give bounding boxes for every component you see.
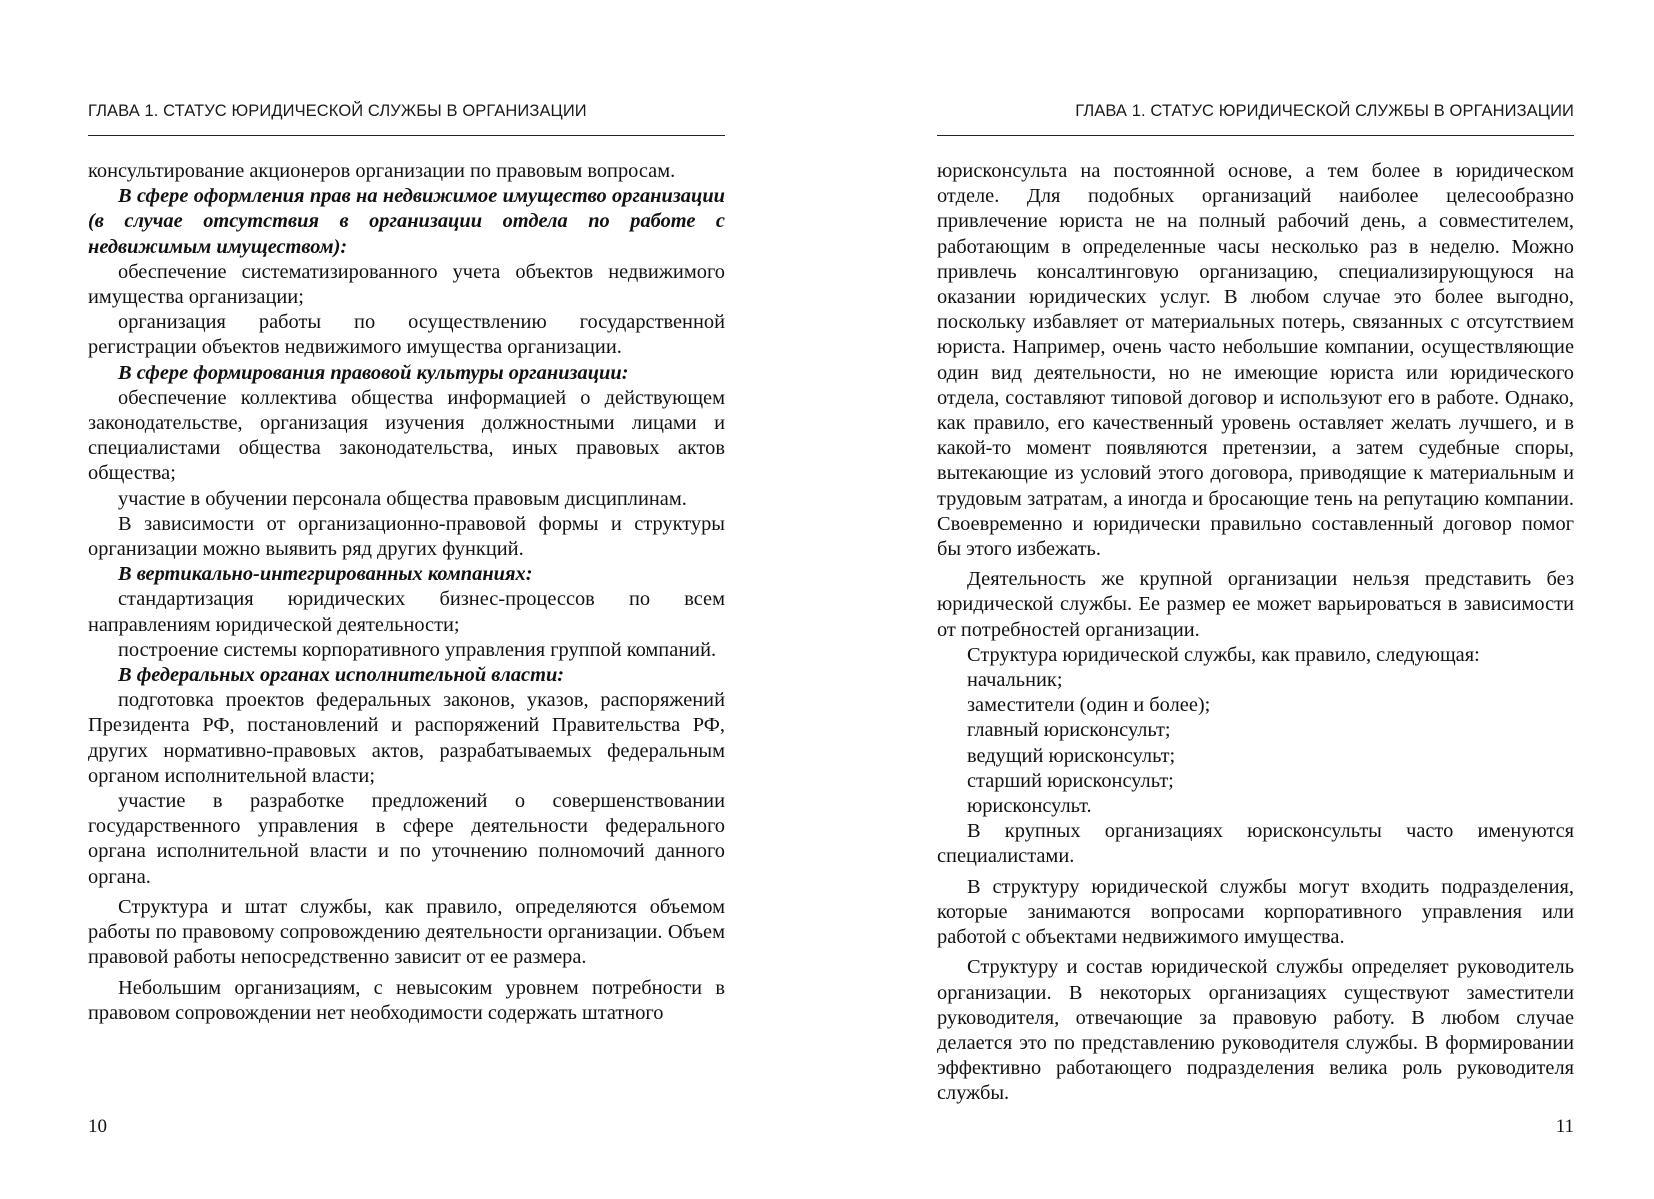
page-body-left bbox=[88, 159, 725, 1026]
left-page bbox=[88, 0, 725, 1199]
paragraph: В зависимости от организационно-правовой формы и структуры организации можно выявить ряд других функций. bbox=[88, 512, 725, 561]
section-heading: В сфере оформления прав на недвижимое имущество организации (в случае отсутствия в организации отдела по работе с недвижимым имуществом): bbox=[88, 185, 725, 258]
right-page bbox=[937, 0, 1574, 1199]
header-rule-left bbox=[88, 135, 725, 136]
list-item: старший юрисконсульт; bbox=[967, 769, 1174, 792]
paragraph: участие в разработке предложений о совершенствовании государственного управления в сфере деятельности федерального органа исполнительной власти и по уточнению полномочий данного органа. bbox=[88, 790, 725, 888]
page-body-right bbox=[937, 159, 1574, 1107]
list-item: заместители (один и более); bbox=[967, 694, 1211, 717]
paragraph: Деятельность же крупной организации нельзя представить без юридической службы. Ее размер ее может варьироваться в зависимости от потребностей организации. bbox=[937, 568, 1574, 641]
paragraph: построение системы корпоративного управления группой компаний. bbox=[118, 638, 717, 661]
paragraph: Небольшим организациям, с невысоким уровнем потребности в правовом сопровождении нет необходимости содержать штатного bbox=[88, 976, 725, 1024]
page-number-right: 11 bbox=[1555, 1116, 1574, 1137]
list-item: главный юрисконсульт; bbox=[967, 719, 1171, 742]
paragraph: В структуру юридической службы могут входить подразделения, которые занимаются вопросами корпоративного управления или работой с объектами недвижимого имущества. bbox=[937, 875, 1574, 949]
section-heading: В сфере формирования правовой культуры организации: bbox=[118, 361, 629, 384]
paragraph: стандартизация юридических бизнес-процессов по всем направлениям юридической деятельности; bbox=[88, 588, 725, 636]
section-heading: В федеральных органах исполнительной власти: bbox=[118, 664, 565, 687]
paragraph: консультирование акционеров организации по правовым вопросам. bbox=[88, 160, 676, 182]
paragraph: В крупных организациях юрисконсульты часто именуются специалистами. bbox=[937, 820, 1574, 868]
page-number-left: 10 bbox=[88, 1116, 107, 1137]
list-item: начальник; bbox=[967, 669, 1063, 692]
running-header-right: ГЛАВА 1. СТАТУС ЮРИДИЧЕСКОЙ СЛУЖБЫ В ОРГАНИЗАЦИИ bbox=[1075, 102, 1574, 120]
list-item: юрисконсульт. bbox=[967, 795, 1092, 818]
header-rule-right bbox=[937, 135, 1574, 136]
paragraph: участие в обучении персонала общества правовым дисциплинам. bbox=[118, 487, 687, 510]
paragraph: организация работы по осуществлению государственной регистрации объектов недвижимого имущества организации. bbox=[88, 311, 725, 359]
paragraph: юрисконсульта на постоянной основе, а тем более в юридическом отделе. Для подобных организаций наиболее целесообразно привлечение юриста не на полный рабочий день, а совместителем, работающим в определенные часы несколько раз в неделю. Можно привлечь консалтинговую организацию, специализирующуюся на оказании юридических услуг. В любом случае это более выгодно, поскольку избавляет от материальных потерь, связанных с отсутствием юриста. Например, очень часто небольшие компании, осуществляющие один вид деятельности, но не имеющие юриста или юридического отдела, составляют типовой договор и используют его в работе. Однако, как правило, его качественный уровень оставляет желать лучшего, и в какой-то момент появляются претензии, а затем судебные споры, вытекающие из условий этого договора, приводящие к материальным и трудовым затратам, а иногда и бросающие тень на репутацию компании. Своевременно и юридически правильно составленный договор помог бы этого избежать. bbox=[937, 160, 1574, 561]
paragraph: Структуру и состав юридической службы определяет руководитель организации. В некоторых организациях существуют заместители руководителя, отвечающие за правовую работу. В любом случае делается это по представлению руководителя службы. В формировании эффективно работающего подразделения велика роль руководителя службы. bbox=[937, 956, 1574, 1105]
paragraph: обеспечение систематизированного учета объектов недвижимого имущества организации; bbox=[88, 260, 725, 309]
section-heading: В вертикально-интегрированных компаниях: bbox=[118, 563, 533, 586]
paragraph: Структура и штат службы, как правило, определяются объемом работы по правовому сопровождению деятельности организации. Объем правовой работы непосредственно зависит от ее размера. bbox=[88, 895, 725, 969]
list-item: ведущий юрисконсульт; bbox=[967, 744, 1176, 767]
paragraph: Структура юридической службы, как правило, следующая: bbox=[967, 643, 1480, 666]
running-header-left: ГЛАВА 1. СТАТУС ЮРИДИЧЕСКОЙ СЛУЖБЫ В ОРГАНИЗАЦИИ bbox=[88, 102, 587, 120]
paragraph: подготовка проектов федеральных законов, указов, распоряжений Президента РФ, постановлений и распоряжений Правительства РФ, других нормативно-правовых актов, разрабатываемых федеральным органом исполнительной власти; bbox=[88, 689, 725, 787]
paragraph: обеспечение коллектива общества информацией о действующем законодательстве, организация изучения должностными лицами и специалистами общества законодательства, иных правовых актов общества; bbox=[88, 386, 725, 485]
